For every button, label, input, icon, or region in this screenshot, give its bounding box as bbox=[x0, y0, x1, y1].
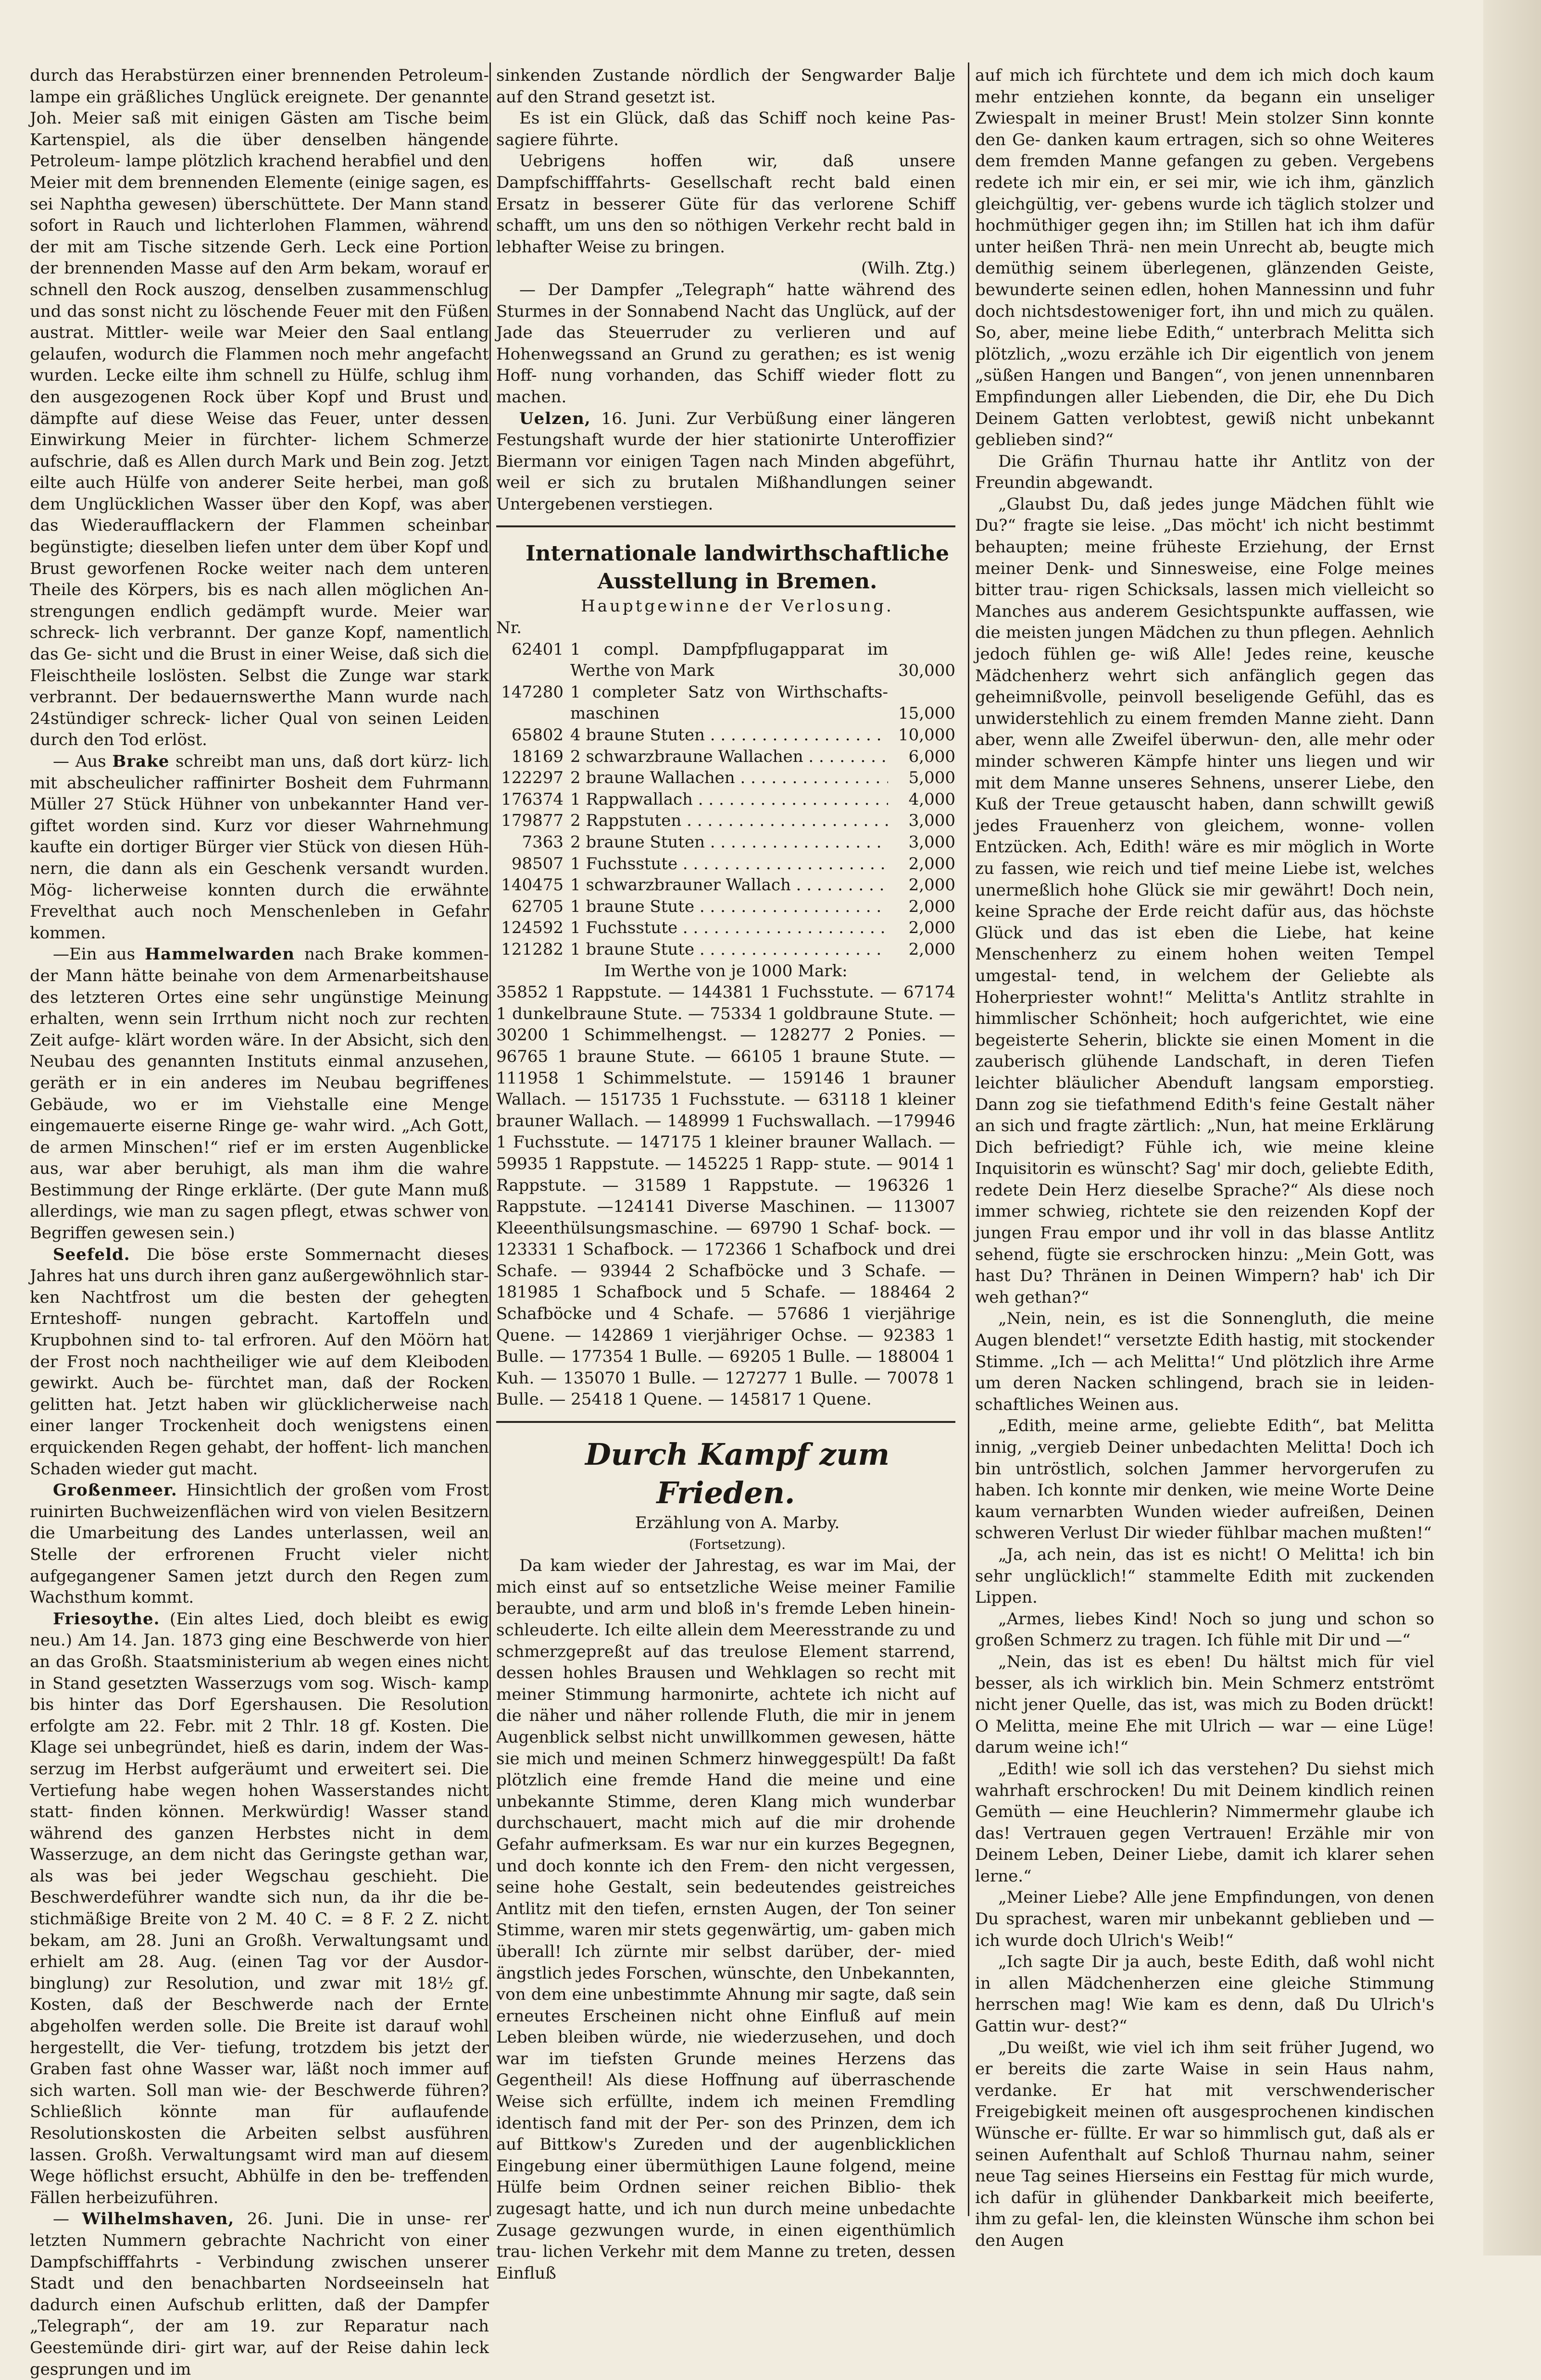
lot-number: 179877 bbox=[501, 811, 564, 831]
story-paragraph: „Du weißt, wie viel ich ihm seit früher Jugend, wo er bereits die zarte Waise in sein Haus nahm, verdanke. Er hat mit verschwenderischer Freigebigkeit meinen oft ausgesprochenen kindischen Wünsche er- füllte. Er war so himmlisch gut, daß als er seinen Aufenthalt auf Schloß Thurnau nahm, seiner neue Tag seines Hierseins ein Festtag für mich wurde, ich dafür in glühender Dankbarkeit mich beeiferte, ihm zu gefal- len, die kleinsten Wünsche ihm schon bei den Augen bbox=[975, 2038, 1434, 2250]
page-edge bbox=[1483, 0, 1541, 2255]
article-seefeld: Seefeld. Die böse erste Sommernacht dieses Jahres hat uns durch ihren ganz außergewöhnlich star- ken Nachtfrost um die besten der gehegten Ernteshoff- nungen gebracht. Kartoffeln und Krupbohnen sind to- tal erfroren. Auf den Möörn hat der Frost noch nachtheiliger wie auf dem Kleiboden gewirkt. Auch be- fürchtet man, daß der Rocken gelitten hat. Jetzt haben wir glücklicherweise nach einer langer Trockenheit doch wenigstens einen erquickenden Regen gehabt, der hoffent- lich manchen Schaden wieder gut macht. bbox=[30, 1245, 489, 1479]
story-paragraph: auf mich ich fürchtete und dem ich mich doch kaum mehr entziehen konnte, da begann ein unseliger Zwiespalt in meiner Brust! Mein stolzer Sinn konnte den Ge- danken kaum ertragen, sich so ohne Weiteres dem fremden Manne gefangen zu geben. Vergebens redete ich mir ein, er sei mir, wie ich ihm, gänzlich gleichgültig, ver- gebens wurde ich täglich stolzer und hochmüthiger gegen ihn; im Stillen hat ich ihm dafür unter heißen Thrä- nen mein Unrecht ab, beugte mich demüthig seinem überlegenen, glänzenden Geiste, bewunderte seinen edlen, hohen Mannessinn und fuhr doch nichtsdestoweniger fort, ihn und mich zu quälen. So, aber, meine liebe Edith,“ unterbrach Melitta sich plötzlich, „wozu erzähle ich Dir eigentlich von jenem „süßen Hangen und Bangen“, von jenen unnennbaren Empfindungen aller Liebenden, die Dir, ehe Du Dich Deinem Gatten verlobtest, gewiß nicht unbekannt geblieben sind?“ bbox=[975, 66, 1434, 450]
place-name: Großenmeer. bbox=[53, 1481, 177, 1500]
lot-description: 1 Fuchsstute . . . bbox=[570, 917, 888, 939]
article-grossenmeer: Großenmeer. Hinsichtlich der großen vom Frost ruinirten Buchweizenflächen wird von vielen Besitzern die Umarbeitung des Landes unterlassen, weil an Stelle der erfrorenen Frucht vieler nicht aufgegangener Samen jetzt durch den Regen zum Wachsthum kommt. bbox=[30, 1481, 489, 1607]
story-paragraph: „Ich sagte Dir ja auch, beste Edith, daß wohl nicht in allen Mädchenherzen eine gleiche Stimmung herrschen mag! Wie kam es denn, daß Du Ulrich's Gattin wur- dest?“ bbox=[975, 1952, 1434, 2036]
place-name: Friesoythe. bbox=[53, 1609, 160, 1629]
lot-description: 1 Fuchsstute . . . bbox=[570, 853, 888, 875]
story-paragraph: Da kam wieder der Jahrestag, es war im Mai, der mich einst auf so entsetzliche Weise meiner Familie beraubte, und arm und bloß in's fremde Leben hinein- schleuderte. Ich eilte allein dem Meeresstrande zu und schmerzgepreßt auf das treulose Element starrend, dessen hohles Brausen und Wehklagen so recht mit meiner Stimmung harmonirte, achtete ich nicht auf die näher und näher rollende Fluth, die mir in jenem Augenblick selbst nicht unwillkommen gewesen, hätte sie mich und meinen Schmerz hinweggespült! Da faßt plötzlich eine fremde Hand die meine und eine unbekannte Stimme, deren Klang mich wunderbar durchschauert, macht mich auf die mir drohende Gefahr aufmerksam. Es war nur ein kurzes Begegnen, und doch konnte ich den Frem- den nicht vergessen, seine hohe Gestalt, sein bedeutendes geistreiches Antlitz mit den tiefen, ernsten Augen, der Ton seiner Stimme, waren mir stets gegenwärtig, um- gaben mich überall! Ich zürnte mir selbst darüber, der- mied ängstlich jedes Forschen, wünschte, den Unbekannten, von dem eine unbestimmte Ahnung mir sagte, daß sein erneutes Erscheinen nicht ohne Einfluß auf mein Leben bleiben würde, nie wiederzusehen, und doch war im tiefsten Grunde meines Herzens das Gegentheil! Als diese Hoffnung auf überraschende Weise sich erfüllte, indem ich meinen Fremdling identisch fand mit der Per- son des Prinzen, dem ich auf Bittkow's Zureden und der augenblicklichen Eingebung einer übermüthigen Laune folgend, meine Hülfe beim Ordnen seiner reichen Biblio- thek zugesagt hatte, und ich nun durch meine unbedachte Zusage gezwungen wurde, in einen eigenthümlich trau- lichen Verkehr mit dem Manne zu treten, dessen Einfluß bbox=[496, 1556, 955, 2283]
lots-rest: 35852 1 Rappstute. — 144381 1 Fuchsstute. — 67174 1 dunkelbraune Stute. — 75334 1 goldbraune Stute. — 30200 1 Schimmelhengst. — 128277 2 Ponies. — 96765 1 braune Stute. — 66105 1 braune Stute. — 111958 1 Schimmelstute. — 159146 1 brauner Wallach. — 151735 1 Fuchsstute. — 63118 1 kleiner brauner Wallach. — 148999 1 Fuchswallach. —179946 1 Fuchsstute. — 147175 1 kleiner brauner Wallach. — 59935 1 Rappstute. — 145225 1 Rapp- stute. — 9014 1 Rappstute. — 31589 1 Rappstute. — 196326 1 Rappstute. —124141 Diverse Maschinen. — 113007 Kleeenthülsungsmaschine. — 69790 1 Schaf- bock. — 123331 1 Schafbock. — 172366 1 Schafbock und drei Schafe. — 93944 2 Schafböcke und 3 Schafe. — 181985 1 Schafbock und 5 Schafe. — 188464 2 Schafböcke und 4 Schafe. — 57686 1 vierjährige Quene. — 142869 1 vierjähriger Ochse. — 92383 1 Bulle. — 177354 1 Bulle. — 69205 1 Bulle. — 188004 1 Kuh. — 135070 1 Bulle. — 127277 1 Bulle. — 70078 1 Bulle. — 25418 1 Quene. — 145817 1 Quene. bbox=[496, 983, 955, 1409]
article-friesoythe: Friesoythe. (Ein altes Lied, doch bleibt es ewig neu.) Am 14. Jan. 1873 ging eine Beschwerde von hier an das Großh. Staatsministerium ab wegen eines nicht in Stand gesetzten Wasserzugs vom sog. Wisch- kamp bis hinter das Dorf Egershausen. Die Resolution erfolgte am 22. Febr. mit 2 Thlr. 18 gf. Kosten. Die Klage sei unbegründet, hieß es darin, indem der Was- serzug im Herbst aufgeräumt und erweitert sei. Die Vertiefung habe wegen hohen Wasserstandes nicht statt- finden können. Merkwürdig! Wasser stand während des ganzen Herbstes nicht in dem Wasserzuge, an dem nicht das Geringste gethan war, als was bei jeder Wegschau geschieht. Die Beschwerdeführer wandte sich nun, da ihr die be- stichmäßige Breite von 2 M. 40 C. = 8 F. 2 Z. nicht bekam, am 28. Juni an Großh. Verwaltungsamt und erhielt am 28. Aug. (einen Tag vor der Ausdor- binglung) zur Resolution, und zwar mit 18½ gf. Kosten, daß der Beschwerde nach der Ernte abgeholfen werden solle. Die Breite ist darauf wohl hergestellt, die Ver- tiefung, trotzdem bis jetzt der Graben fast ohne Wasser war, läßt noch immer auf sich warten. Soll man wie- der Beschwerde führen? Schließlich könnte man für auflaufende Resolutionskosten die Arbeiten selbst ausführen lassen. Großh. Verwaltungsamt wird man auf diesem Wege höflichst ersucht, Abhülfe in den be- treffenden Fällen herbeizuführen. bbox=[30, 1609, 489, 2207]
lot-description: 1 schwarzbrauner Wallach . . . bbox=[570, 874, 888, 896]
lot-row bbox=[496, 767, 955, 789]
lot-value: 3,000 bbox=[908, 811, 955, 831]
article-uelzen: Uelzen, 16. Juni. Zur Verbüßung einer längeren Festungshaft wurde der hier stationirte Unteroffizier Biermann vor einigen Tagen nach Minden abgeführt, weil er sich zu brutalen Mißhandlungen seiner Untergebenen verstiegen. bbox=[496, 409, 955, 514]
column-3 bbox=[975, 65, 1434, 2252]
lot-number: 65802 bbox=[511, 725, 564, 745]
story-paragraph: „Armes, liebes Kind! Noch so jung und schon so großen Schmerz zu tragen. Ich fühle mit Dir und —“ bbox=[975, 1609, 1434, 1650]
paragraph: Es ist ein Glück, daß das Schiff noch keine Pas- sagiere führte. bbox=[496, 109, 955, 150]
lot-value: 2,000 bbox=[908, 918, 955, 938]
section-title: Ausstellung in Bremen. bbox=[597, 569, 877, 594]
column-rule-1 bbox=[489, 62, 491, 2216]
article-telegraph: — Der Dampfer „Telegraph“ hatte während des Sturmes in der Sonnabend Nacht das Unglück, auf der Jade das Steuerruder zu verlieren und auf Hohenwegssand an Grund zu gerathen; es ist wenig Hoff- nung vorhanden, das Schiff wieder flott zu machen. bbox=[496, 280, 955, 407]
article-brake: — Aus Brake schreibt man uns, daß dort kürz- lich mit abscheulicher raffinirter Bosheit dem Fuhrmann Müller 27 Stück Hühner von unbekannter Hand ver- giftet worden sind. Kurz vor dieser Wahrnehmung kaufte ein dortiger Bürger vier Stück von diesen Hüh- nern, die dann als ein Geschenk versandt wurden. Mög- licherweise konnten durch die erwähnte Frevelthat auch noch Menschenleben in Gefahr kommen. bbox=[30, 752, 489, 943]
place-name: Seefeld. bbox=[53, 1245, 130, 1264]
lot-value: 30,000 bbox=[898, 661, 955, 681]
place-name: Brake bbox=[112, 752, 170, 771]
article-petroleum-accident: durch das Herabstürzen einer brennenden Petroleum- lampe ein gräßliches Unglück ereignete. Der genannte Joh. Meier saß mit einigen Gästen am Tische beim Kartenspiel, als die über denselben hängende Petroleum- lampe plötzlich krachend herabfiel und den Meier mit dem brennenden Elemente (einige sagen, es sei Naphtha gewesen) überschüttete. Der Mann stand sofort in Rauch und lichterlohen Flammen, während der mit am Tische sitzende Gerh. Leck eine Portion der brennenden Masse auf den Arm bekam, worauf er schnell den Rock auszog, denselben zusammenschlug und das sonst nicht zu löschende Feuer mit den Füßen austrat. Mittler- weile war Meier den Saal entlang gelaufen, wodurch die Flammen noch mehr angefacht wurden. Lecke eilte ihm schnell zu Hülfe, schlug ihm den ausgezogenen Rock über Kopf und Brust und dämpfte auf diese Weise das Feuer, unter dessen Einwirkung Meier in fürchter- lichem Schmerze aufschrie, daß es Allen durch Mark und Bein zog. Jetzt eilte auch Hülfe von anderer Seite herbei, man goß dem Unglücklichen Wasser über den Kopf, was aber das Wiederaufflackern der Flammen scheinbar begünstigte; dieselben liefen unter dem über Kopf und Brust geworfenen Rocke weiter nach dem unteren Theile des Körpers, bis es nach allen möglichen An- strengungen endlich gedämpft wurde. Meier war schreck- lich verbrannt. Der ganze Kopf, namentlich das Ge- sicht und die Brust in einer Weise, daß sich die Fleischtheile loslösten. Selbst die Zunge war stark verbrannt. Der bedauernswerthe Mann wurde nach 24stündiger schreck- licher Qual von seinen Leiden durch den Tod erlöst. bbox=[30, 66, 489, 750]
lot-value: 15,000 bbox=[898, 704, 955, 723]
place-name: Wilhelmshaven, bbox=[82, 2209, 235, 2229]
lot-row bbox=[496, 789, 955, 810]
lot-row bbox=[496, 724, 955, 746]
story-paragraph: „Glaubst Du, daß jedes junge Mädchen fühlt wie Du?“ fragte sie leise. „Das möcht' ich nicht bestimmt behaupten; meine früheste Erziehung, der Ernst meiner Denk- und Sinnesweise, eine Folge meines bitter trau- rigen Schicksals, lassen mich vielleicht so Manches aus anderem Gesichtspunkte auffassen, wie die meisten jungen Mädchen zu thun pflegen. Aehnlich jedoch fühlen ge- wiß Alle! Jedes reine, keusche Mädchenherz wehrt sich anfänglich gegen das geheimnißvolle, peinvoll beseligende Gefühl, das es unwiderstehlich zu einem fremden Manne zieht. Dann aber, wenn alle Zweifel überwun- den, alle mehr oder minder schweren Kämpfe hinter uns liegen und wir mit dem Manne unseres Sehnens, unserer Liebe, den Kuß der Treue getauscht haben, dann schwillt gewiß jedes Frauenherz von gleichem, wonne- vollen Entzücken. Ach, Edith! wäre es mir möglich in Worte zu fassen, wie reich und tief meine Liebe ist, welches unermeßlich hohe Glück sie mir gewährt! Doch nein, keine Sprache der Erde reicht dafür aus, das höchste Glück und das ist eben die Liebe, hat keine Menschenherz zu einem hohen weiten Tempel umgestal- tend, in welchem der Geliebte als Hoherpriester wohnt!“ Melitta's Antlitz strahlte in himmlischer Schönheit; hoch aufgerichtet, wie eine begeisterte Seherin, blickte sie einen Moment in die zauberisch glühende Landschaft, in deren Tiefen leichter bläulicher Abenduft langsam emporstieg. Dann zog sie tiefathmend Edith's feine Gestalt näher an sich und fragte zärtlich: „Nun, hat meine Erklärung Dich befriedigt? Fühle ich, wie meine kleine Inquisitorin es wünscht? Sag' mir doch, geliebte Edith, redete Dein Herz dieselbe Sprache?“ Als diese noch immer schwieg, richtete sie den reizenden Kopf der jungen Frau empor und ihr voll in das blasse Antlitz sehend, fügte sie erschrocken hinzu: „Mein Gott, was hast Du? Thränen in Deinen Wimpern? hab' ich Dir weh gethan?“ bbox=[975, 494, 1434, 1307]
lot-number: 147280 bbox=[501, 682, 564, 702]
story-paragraph: Die Gräfin Thurnau hatte ihr Antlitz von der Freundin abgewandt. bbox=[975, 451, 1434, 493]
story-paragraph: „Nein, das ist es eben! Du hältst mich für viel besser, als ich wirklich bin. Mein Schmerz entströmt nicht jener Quelle, das ist, was mich zu Boden drückt! O Melitta, meine Ehe mit Ulrich — war — eine Lüge! darum weine ich!“ bbox=[975, 1652, 1434, 1757]
story-paragraph: „Nein, nein, es ist die Sonnengluth, die meine Augen blendet!“ versetzte Edith hastig, mit stockender Stimme. „Ich — ach Melitta!“ Und plötzlich ihre Arme um deren Nacken schlingend, brach sie in leiden- schaftliches Weinen aus. bbox=[975, 1309, 1434, 1414]
article-wilhelmshaven-cont: sinkenden Zustande nördlich der Sengwarder Balje auf den Strand gesetzt ist. bbox=[496, 66, 955, 107]
section-rule bbox=[496, 1421, 955, 1423]
lot-description: 1 compl. Dampfpflugapparat im Werthe von Mark bbox=[570, 639, 888, 681]
lot-value: 2,000 bbox=[908, 854, 955, 873]
story-continuation-note: (Fortsetzung). bbox=[689, 1536, 786, 1552]
section-rule bbox=[496, 525, 955, 527]
lot-value: 2,000 bbox=[908, 939, 955, 959]
lot-number: 140475 bbox=[501, 875, 564, 895]
section-title: Internationale landwirthschaftliche bbox=[525, 541, 950, 566]
lot-value: 6,000 bbox=[908, 747, 955, 766]
place-name: Hammelwarden bbox=[144, 945, 295, 964]
lot-number: 124592 bbox=[501, 918, 564, 938]
article-wilhelmshaven: — Wilhelmshaven, 26. Juni. Die in unse- rer letzten Nummern gebrachte Nachricht von einer Dampfschifffahrts - Verbindung zwischen unserer Stadt und den benachbarten Nordseeinseln hat dadurch einen Aufschub erlitten, daß der Dampfer „Telegraph“, der am 19. zur Reparatur nach Geestemünde diri- girt war, auf der Reise dahin leck gesprungen und im bbox=[30, 2209, 489, 2379]
lot-description: 1 Rappwallach . . . bbox=[570, 789, 888, 810]
lot-list bbox=[496, 724, 955, 960]
lot-row bbox=[496, 917, 955, 939]
lot-value: 4,000 bbox=[908, 789, 955, 809]
story-paragraph: „Edith, meine arme, geliebte Edith“, bat Melitta innig, „vergieb Deiner unbedachten Melitta! Doch ich bin untröstlich, solchen Jammer hervorgerufen zu haben. Ich konnte mir denken, wie meine Worte Deine kaum vernarbten Wunden wieder aufreißen, Deinen schweren Verlust Dir wieder fühlbar machen mußten!“ bbox=[975, 1416, 1434, 1543]
story-paragraph: „Meiner Liebe? Alle jene Empfindungen, von denen Du sprachest, waren mir unbekannt geblieben und — ich wurde doch Ulrich's Weib!“ bbox=[975, 1888, 1434, 1950]
lot-row bbox=[496, 832, 955, 853]
story-paragraph: „Ja, ach nein, das ist es nicht! O Melitta! ich bin sehr unglücklich!“ stammelte Edith mit zuckenden Lippen. bbox=[975, 1545, 1434, 1607]
lot-value: 5,000 bbox=[908, 768, 955, 788]
lot-row bbox=[496, 939, 955, 960]
lot-description: 1 completer Satz von Wirthschafts- maschinen bbox=[570, 682, 888, 723]
lot-number: 98507 bbox=[511, 854, 564, 873]
lot-value: 2,000 bbox=[908, 875, 955, 895]
section-subtitle: Hauptgewinne der Verlosung. bbox=[581, 597, 894, 616]
lot-number: 62401 bbox=[511, 639, 564, 659]
lot-number: 121282 bbox=[501, 939, 564, 959]
source-citation: (Wilh. Ztg.) bbox=[861, 259, 955, 278]
lot-description: 2 schwarzbraune Wallachen . . . bbox=[570, 746, 888, 768]
article-hammelwarden: —Ein aus Hammelwarden nach Brake kommen- der Mann hätte beinahe von dem Armenarbeitshause des letzteren Ortes eine sehr ungünstige Meinung erhalten, wenn sein Irrthum nicht noch zur rechten Zeit aufge- klärt worden wäre. In der Absicht, sich den Neubau des genannten Instituts einmal anzusehen, geräth er in ein anderes im Neubau begriffenes Gebäude, wo er im Viehstalle eine Menge eingemauerte eiserne Ringe ge- wahr wird. „Ach Gott, de armen Minschen!“ rief er im ersten Augenblicke aus, war aber beruhigt, als man ihm die wahre Bestimmung der Ringe erklärte. (Der gute Mann muß allerdings, wie man zu sagen pflegt, etwas schwer von Begriffen gewesen sein.) bbox=[30, 945, 489, 1243]
paragraph: Uebrigens hoffen wir, daß unsere Dampfschifffahrts- Gesellschaft recht bald einen Ersatz in besserer Güte für das verlorene Schiff schafft, um uns den so nöthigen Verkehr recht bald in lebhafter Weise zu bringen. bbox=[496, 151, 955, 257]
column-2 bbox=[496, 65, 955, 2284]
lot-number-label: Nr. bbox=[496, 618, 522, 638]
lot-description: 2 Rappstuten . . . bbox=[570, 810, 888, 832]
lot-value: 2,000 bbox=[908, 897, 955, 916]
story-author: Erzählung von A. Marby. bbox=[635, 1513, 840, 1533]
lot-number: 176374 bbox=[501, 789, 564, 809]
lot-description: 1 braune Stute . . . bbox=[570, 896, 888, 918]
lot-row bbox=[496, 810, 955, 832]
lot-description: 2 braune Stuten . . . bbox=[570, 832, 888, 853]
story-paragraph: „Edith! wie soll ich das verstehen? Du siehst mich wahrhaft erschrocken! Du mit Deinem kindlich reinen Gemüth — eine Heuchlerin? Nimmermehr glaube ich das! Vertrauen gegen Vertrauen! Erzähle mir von Deinem Leben, Deiner Liebe, damit ich klarer sehen lerne.“ bbox=[975, 1759, 1434, 1886]
column-1 bbox=[30, 65, 489, 2380]
lot-description: 2 braune Wallachen . . . bbox=[570, 767, 888, 789]
lot-number: 18169 bbox=[511, 747, 564, 766]
lot-value: 3,000 bbox=[908, 833, 955, 852]
column-rule-2 bbox=[968, 62, 969, 2216]
lot-row bbox=[496, 682, 955, 724]
story-title: Durch Kampf zum Frieden. bbox=[585, 1437, 890, 1511]
lot-row bbox=[496, 639, 955, 682]
lot-number: 7363 bbox=[522, 833, 564, 852]
place-name: Uelzen, bbox=[519, 409, 591, 428]
lot-row bbox=[496, 746, 955, 768]
lots-value-heading: Im Werthe von je 1000 Mark: bbox=[604, 961, 848, 981]
lot-description: 1 braune Stute . . . bbox=[570, 939, 888, 960]
lot-row bbox=[496, 874, 955, 896]
lot-row bbox=[496, 853, 955, 875]
lot-value: 10,000 bbox=[898, 725, 955, 745]
lot-description: 4 braune Stuten . . . bbox=[570, 724, 888, 746]
lot-number: 62705 bbox=[511, 897, 564, 916]
lot-number: 122297 bbox=[501, 768, 564, 788]
lot-row bbox=[496, 896, 955, 918]
